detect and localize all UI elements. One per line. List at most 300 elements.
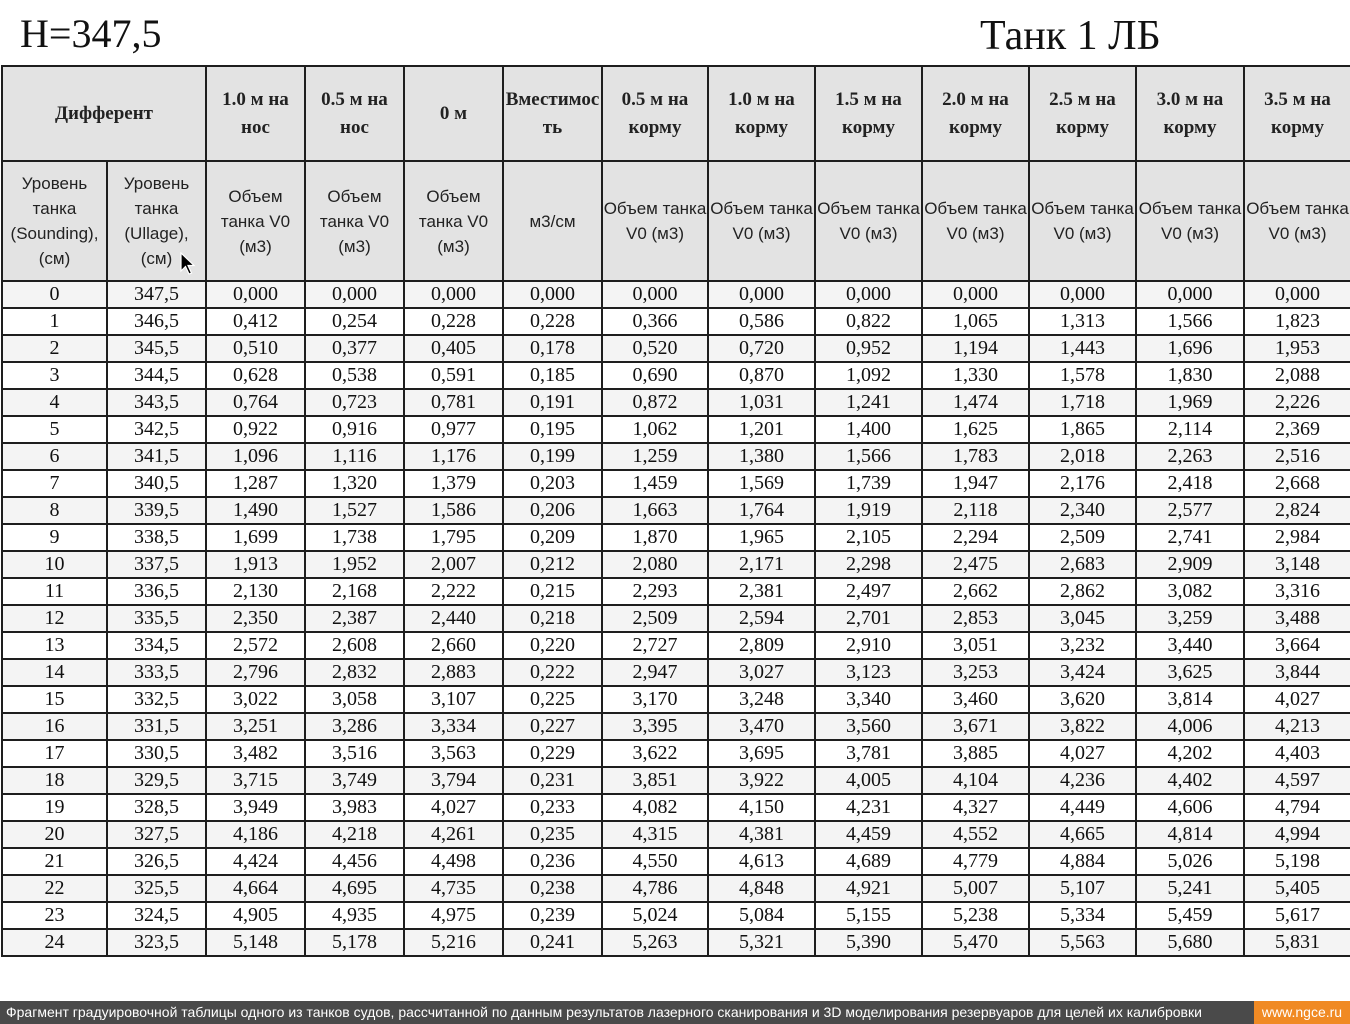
table-cell: 0,000 — [1029, 281, 1136, 308]
table-row — [2, 416, 1350, 443]
table-cell: 331,5 — [107, 713, 206, 740]
table-cell: 2,418 — [1136, 470, 1244, 497]
table-cell: 1,764 — [708, 497, 815, 524]
table-cell: 3,625 — [1136, 659, 1244, 686]
table-cell: 0,225 — [503, 686, 602, 713]
table-cell: 14 — [2, 659, 107, 686]
table-cell: 21 — [2, 848, 107, 875]
table-row — [2, 713, 1350, 740]
table-cell: 3,058 — [305, 686, 404, 713]
table-cell: 23 — [2, 902, 107, 929]
table-cell: 2,683 — [1029, 551, 1136, 578]
table-cell: 2,862 — [1029, 578, 1136, 605]
table-cell: 2,883 — [404, 659, 503, 686]
table-cell: 3,148 — [1244, 551, 1350, 578]
table-cell: 2,293 — [602, 578, 708, 605]
table-cell: 1,116 — [305, 443, 404, 470]
table-cell: 0,233 — [503, 794, 602, 821]
table-cell: 0,203 — [503, 470, 602, 497]
table-cell: 0,977 — [404, 416, 503, 443]
table-cell: 5,241 — [1136, 875, 1244, 902]
table-cell: 3,440 — [1136, 632, 1244, 659]
table-cell: 335,5 — [107, 605, 206, 632]
table-cell: 4,613 — [708, 848, 815, 875]
table-cell: 0,591 — [404, 362, 503, 389]
table-cell: 1,625 — [922, 416, 1029, 443]
table-cell: 11 — [2, 578, 107, 605]
table-cell: 0,239 — [503, 902, 602, 929]
table-cell: 328,5 — [107, 794, 206, 821]
table-cell: 0,236 — [503, 848, 602, 875]
table-cell: 3,082 — [1136, 578, 1244, 605]
table-row — [2, 929, 1350, 956]
table-cell: 2,387 — [305, 605, 404, 632]
table-cell: 1,380 — [708, 443, 815, 470]
table-cell: 1,919 — [815, 497, 922, 524]
table-cell: 5,155 — [815, 902, 922, 929]
table-cell: 1,586 — [404, 497, 503, 524]
table-cell: 4,027 — [1029, 740, 1136, 767]
table-cell: 7 — [2, 470, 107, 497]
table-cell: 24 — [2, 929, 107, 956]
table-cell: 0,218 — [503, 605, 602, 632]
table-cell: 3,851 — [602, 767, 708, 794]
table-cell: 3,922 — [708, 767, 815, 794]
table-cell: 341,5 — [107, 443, 206, 470]
table-cell: 2,701 — [815, 605, 922, 632]
table-cell: 3,949 — [206, 794, 305, 821]
table-row — [2, 362, 1350, 389]
tank-height-label: H=347,5 — [20, 11, 162, 56]
table-row — [2, 578, 1350, 605]
table-cell: 2,168 — [305, 578, 404, 605]
table-row — [2, 470, 1350, 497]
table-cell: 3,622 — [602, 740, 708, 767]
table-cell: 3,671 — [922, 713, 1029, 740]
table-cell: 3,781 — [815, 740, 922, 767]
table-cell: 323,5 — [107, 929, 206, 956]
table-cell: 20 — [2, 821, 107, 848]
volume-header: Объем танка V0 (м3) — [206, 161, 305, 281]
table-cell: 0,231 — [503, 767, 602, 794]
table-cell: 3,123 — [815, 659, 922, 686]
table-cell: 1,578 — [1029, 362, 1136, 389]
table-cell: 0,916 — [305, 416, 404, 443]
table-cell: 6 — [2, 443, 107, 470]
table-cell: 4,975 — [404, 902, 503, 929]
table-cell: 0,206 — [503, 497, 602, 524]
table-cell: 4,082 — [602, 794, 708, 821]
volume-header: Объем танка V0 (м3) — [922, 161, 1029, 281]
table-cell: 0,000 — [922, 281, 1029, 308]
table-cell: 0,628 — [206, 362, 305, 389]
table-cell: 5,321 — [708, 929, 815, 956]
footer-brand-link[interactable]: www.ngce.ru — [1254, 1001, 1350, 1024]
table-cell: 333,5 — [107, 659, 206, 686]
table-cell: 1,913 — [206, 551, 305, 578]
table-cell: 1,400 — [815, 416, 922, 443]
table-cell: 2,007 — [404, 551, 503, 578]
table-cell: 0,238 — [503, 875, 602, 902]
table-cell: 3,620 — [1029, 686, 1136, 713]
table-cell: 3,488 — [1244, 605, 1350, 632]
table-cell: 2,440 — [404, 605, 503, 632]
table-cell: 344,5 — [107, 362, 206, 389]
table-cell: 1,330 — [922, 362, 1029, 389]
table-cell: 3,286 — [305, 713, 404, 740]
table-cell: 0,199 — [503, 443, 602, 470]
table-cell: 1,490 — [206, 497, 305, 524]
table-cell: 1,201 — [708, 416, 815, 443]
table-cell: 2,263 — [1136, 443, 1244, 470]
table-cell: 1,830 — [1136, 362, 1244, 389]
table-cell: 0,227 — [503, 713, 602, 740]
table-cell: 0,178 — [503, 335, 602, 362]
table-cell: 3,170 — [602, 686, 708, 713]
table-cell: 0,222 — [503, 659, 602, 686]
table-cell: 4,665 — [1029, 821, 1136, 848]
table-cell: 1,795 — [404, 524, 503, 551]
table-cell: 5,263 — [602, 929, 708, 956]
trim-col-header: 2.5 м на корму — [1029, 66, 1136, 161]
table-cell: 4,994 — [1244, 821, 1350, 848]
table-cell: 1 — [2, 308, 107, 335]
table-cell: 4,552 — [922, 821, 1029, 848]
table-cell: 327,5 — [107, 821, 206, 848]
table-cell: 347,5 — [107, 281, 206, 308]
table-cell: 0,510 — [206, 335, 305, 362]
table-cell: 0,254 — [305, 308, 404, 335]
table-cell: 2,853 — [922, 605, 1029, 632]
table-cell: 5,563 — [1029, 929, 1136, 956]
table-cell: 2,118 — [922, 497, 1029, 524]
table-cell: 2,572 — [206, 632, 305, 659]
table-cell: 0,185 — [503, 362, 602, 389]
table-row — [2, 443, 1350, 470]
table-cell: 13 — [2, 632, 107, 659]
table-cell: 0,822 — [815, 308, 922, 335]
trim-col-header: 1.0 м на нос — [206, 66, 305, 161]
table-cell: 2,809 — [708, 632, 815, 659]
table-cell: 3,885 — [922, 740, 1029, 767]
table-cell: 0,212 — [503, 551, 602, 578]
table-cell: 2,824 — [1244, 497, 1350, 524]
table-cell: 1,527 — [305, 497, 404, 524]
table-cell: 2,660 — [404, 632, 503, 659]
table-row — [2, 551, 1350, 578]
table-cell: 1,474 — [922, 389, 1029, 416]
table-cell: 339,5 — [107, 497, 206, 524]
table-cell: 4,327 — [922, 794, 1029, 821]
table-cell: 1,953 — [1244, 335, 1350, 362]
table-cell: 1,031 — [708, 389, 815, 416]
table-cell: 5,024 — [602, 902, 708, 929]
table-cell: 340,5 — [107, 470, 206, 497]
table-cell: 338,5 — [107, 524, 206, 551]
table-cell: 3,424 — [1029, 659, 1136, 686]
table-cell: 326,5 — [107, 848, 206, 875]
table-cell: 2,088 — [1244, 362, 1350, 389]
table-cell: 3,334 — [404, 713, 503, 740]
table-cell: 345,5 — [107, 335, 206, 362]
table-cell: 0,000 — [206, 281, 305, 308]
volume-header: Объем танка V0 (м3) — [1244, 161, 1350, 281]
table-cell: 4,794 — [1244, 794, 1350, 821]
table-cell: 16 — [2, 713, 107, 740]
table-cell: 4,779 — [922, 848, 1029, 875]
table-cell: 22 — [2, 875, 107, 902]
table-cell: 3,983 — [305, 794, 404, 821]
table-cell: 0,209 — [503, 524, 602, 551]
table-cell: 0,538 — [305, 362, 404, 389]
table-cell: 4,261 — [404, 821, 503, 848]
table-cell: 332,5 — [107, 686, 206, 713]
table-cell: 1,738 — [305, 524, 404, 551]
table-cell: 346,5 — [107, 308, 206, 335]
table-cell: 4,027 — [404, 794, 503, 821]
table-cell: 4,550 — [602, 848, 708, 875]
capacity-unit-header: м3/см — [503, 161, 602, 281]
table-cell: 0,586 — [708, 308, 815, 335]
table-cell: 4,236 — [1029, 767, 1136, 794]
table-cell: 1,965 — [708, 524, 815, 551]
table-cell: 5 — [2, 416, 107, 443]
table-cell: 4,006 — [1136, 713, 1244, 740]
table-cell: 2,984 — [1244, 524, 1350, 551]
table-cell: 5,459 — [1136, 902, 1244, 929]
table-row — [2, 767, 1350, 794]
table-cell: 3,316 — [1244, 578, 1350, 605]
table-cell: 10 — [2, 551, 107, 578]
table-cell: 0,241 — [503, 929, 602, 956]
table-cell: 2,509 — [1029, 524, 1136, 551]
table-row — [2, 497, 1350, 524]
table-cell: 4,218 — [305, 821, 404, 848]
table-cell: 0,000 — [708, 281, 815, 308]
table-cell: 4,735 — [404, 875, 503, 902]
table-cell: 0,191 — [503, 389, 602, 416]
table-cell: 2,475 — [922, 551, 1029, 578]
table-cell: 3,695 — [708, 740, 815, 767]
table-cell: 1,823 — [1244, 308, 1350, 335]
table-cell: 2,727 — [602, 632, 708, 659]
table-cell: 5,107 — [1029, 875, 1136, 902]
table-cell: 3,822 — [1029, 713, 1136, 740]
table-cell: 0,723 — [305, 389, 404, 416]
table-cell: 5,026 — [1136, 848, 1244, 875]
table-cell: 2,796 — [206, 659, 305, 686]
table-cell: 2,114 — [1136, 416, 1244, 443]
table-cell: 0,781 — [404, 389, 503, 416]
units-header-row — [2, 161, 1350, 281]
table-cell: 0,220 — [503, 632, 602, 659]
table-cell: 2,516 — [1244, 443, 1350, 470]
table-cell: 3,560 — [815, 713, 922, 740]
table-row — [2, 389, 1350, 416]
table-cell: 343,5 — [107, 389, 206, 416]
table-cell: 3,253 — [922, 659, 1029, 686]
table-cell: 342,5 — [107, 416, 206, 443]
table-cell: 8 — [2, 497, 107, 524]
table-row — [2, 281, 1350, 308]
table-cell: 0,377 — [305, 335, 404, 362]
table-cell: 0,235 — [503, 821, 602, 848]
table-cell: 1,865 — [1029, 416, 1136, 443]
volume-header: Объем танка V0 (м3) — [1029, 161, 1136, 281]
table-cell: 5,470 — [922, 929, 1029, 956]
table-row — [2, 902, 1350, 929]
table-cell: 0,228 — [404, 308, 503, 335]
table-cell: 1,952 — [305, 551, 404, 578]
table-cell: 2,176 — [1029, 470, 1136, 497]
table-cell: 0 — [2, 281, 107, 308]
table-cell: 2,171 — [708, 551, 815, 578]
trim-col-header: 3.5 м на корму — [1244, 66, 1350, 161]
table-cell: 3,563 — [404, 740, 503, 767]
ullage-header: Уровень танка (Ullage), (см) — [107, 161, 206, 281]
table-cell: 19 — [2, 794, 107, 821]
table-row — [2, 794, 1350, 821]
table-cell: 1,783 — [922, 443, 1029, 470]
table-cell: 1,287 — [206, 470, 305, 497]
table-cell: 2,350 — [206, 605, 305, 632]
table-cell: 2,741 — [1136, 524, 1244, 551]
table-cell: 0,000 — [602, 281, 708, 308]
table-cell: 4,814 — [1136, 821, 1244, 848]
table-cell: 3,045 — [1029, 605, 1136, 632]
table-cell: 4,186 — [206, 821, 305, 848]
table-cell: 2,226 — [1244, 389, 1350, 416]
table-cell: 1,663 — [602, 497, 708, 524]
table-cell: 4,921 — [815, 875, 922, 902]
trim-header: Дифферент — [2, 66, 206, 161]
table-cell: 0,229 — [503, 740, 602, 767]
table-cell: 5,238 — [922, 902, 1029, 929]
table-cell: 2,369 — [1244, 416, 1350, 443]
table-cell: 0,000 — [1244, 281, 1350, 308]
table-cell: 4,150 — [708, 794, 815, 821]
table-cell: 3,749 — [305, 767, 404, 794]
table-cell: 1,241 — [815, 389, 922, 416]
table-cell: 3,516 — [305, 740, 404, 767]
table-cell: 4,498 — [404, 848, 503, 875]
table-row — [2, 605, 1350, 632]
table-row — [2, 848, 1350, 875]
table-cell: 329,5 — [107, 767, 206, 794]
table-cell: 1,870 — [602, 524, 708, 551]
table-cell: 2,577 — [1136, 497, 1244, 524]
table-cell: 15 — [2, 686, 107, 713]
table-cell: 4,005 — [815, 767, 922, 794]
table-cell: 1,569 — [708, 470, 815, 497]
table-cell: 1,699 — [206, 524, 305, 551]
table-cell: 0,405 — [404, 335, 503, 362]
table-cell: 2,018 — [1029, 443, 1136, 470]
table-row — [2, 740, 1350, 767]
table-row — [2, 308, 1350, 335]
table-cell: 3,107 — [404, 686, 503, 713]
table-cell: 325,5 — [107, 875, 206, 902]
table-cell: 4,884 — [1029, 848, 1136, 875]
table-cell: 4,456 — [305, 848, 404, 875]
table-cell: 2,130 — [206, 578, 305, 605]
table-cell: 9 — [2, 524, 107, 551]
table-cell: 4 — [2, 389, 107, 416]
table-cell: 0,195 — [503, 416, 602, 443]
mouse-pointer-icon — [180, 252, 196, 276]
trim-col-header: 0.5 м на нос — [305, 66, 404, 161]
table-cell: 4,606 — [1136, 794, 1244, 821]
table-cell: 5,334 — [1029, 902, 1136, 929]
trim-col-header: 0 м — [404, 66, 503, 161]
table-cell: 3,482 — [206, 740, 305, 767]
table-cell: 5,405 — [1244, 875, 1350, 902]
table-cell: 0,000 — [815, 281, 922, 308]
table-cell: 4,848 — [708, 875, 815, 902]
table-cell: 2,381 — [708, 578, 815, 605]
table-cell: 4,905 — [206, 902, 305, 929]
table-cell: 4,231 — [815, 794, 922, 821]
table-cell: 0,366 — [602, 308, 708, 335]
table-cell: 1,065 — [922, 308, 1029, 335]
table-cell: 4,424 — [206, 848, 305, 875]
table-cell: 1,092 — [815, 362, 922, 389]
trim-col-header: 3.0 м на корму — [1136, 66, 1244, 161]
table-cell: 0,690 — [602, 362, 708, 389]
table-cell: 4,381 — [708, 821, 815, 848]
table-cell: 4,786 — [602, 875, 708, 902]
table-cell: 3,340 — [815, 686, 922, 713]
volume-header: Объем танка V0 (м3) — [602, 161, 708, 281]
table-cell: 4,213 — [1244, 713, 1350, 740]
table-row — [2, 335, 1350, 362]
table-cell: 0,000 — [1136, 281, 1244, 308]
table-cell: 2,910 — [815, 632, 922, 659]
table-cell: 0,520 — [602, 335, 708, 362]
table-cell: 4,104 — [922, 767, 1029, 794]
table-cell: 3,232 — [1029, 632, 1136, 659]
table-cell: 2,509 — [602, 605, 708, 632]
table-cell: 4,689 — [815, 848, 922, 875]
table-cell: 5,007 — [922, 875, 1029, 902]
table-cell: 5,148 — [206, 929, 305, 956]
table-cell: 3,395 — [602, 713, 708, 740]
table-cell: 2,340 — [1029, 497, 1136, 524]
table-cell: 2,668 — [1244, 470, 1350, 497]
table-cell: 2,222 — [404, 578, 503, 605]
table-cell: 2 — [2, 335, 107, 362]
table-cell: 5,617 — [1244, 902, 1350, 929]
table-cell: 3,470 — [708, 713, 815, 740]
table-cell: 1,696 — [1136, 335, 1244, 362]
table-cell: 1,062 — [602, 416, 708, 443]
table-cell: 0,922 — [206, 416, 305, 443]
table-cell: 3,027 — [708, 659, 815, 686]
table-cell: 0,000 — [404, 281, 503, 308]
table-cell: 330,5 — [107, 740, 206, 767]
table-row — [2, 659, 1350, 686]
footer-bar — [0, 1001, 1350, 1024]
calibration-table — [1, 65, 1350, 957]
table-cell: 5,198 — [1244, 848, 1350, 875]
table-cell: 4,315 — [602, 821, 708, 848]
table-row — [2, 524, 1350, 551]
table-cell: 2,080 — [602, 551, 708, 578]
table-cell: 0,870 — [708, 362, 815, 389]
table-cell: 2,832 — [305, 659, 404, 686]
table-body — [2, 281, 1350, 956]
table-cell: 3,460 — [922, 686, 1029, 713]
